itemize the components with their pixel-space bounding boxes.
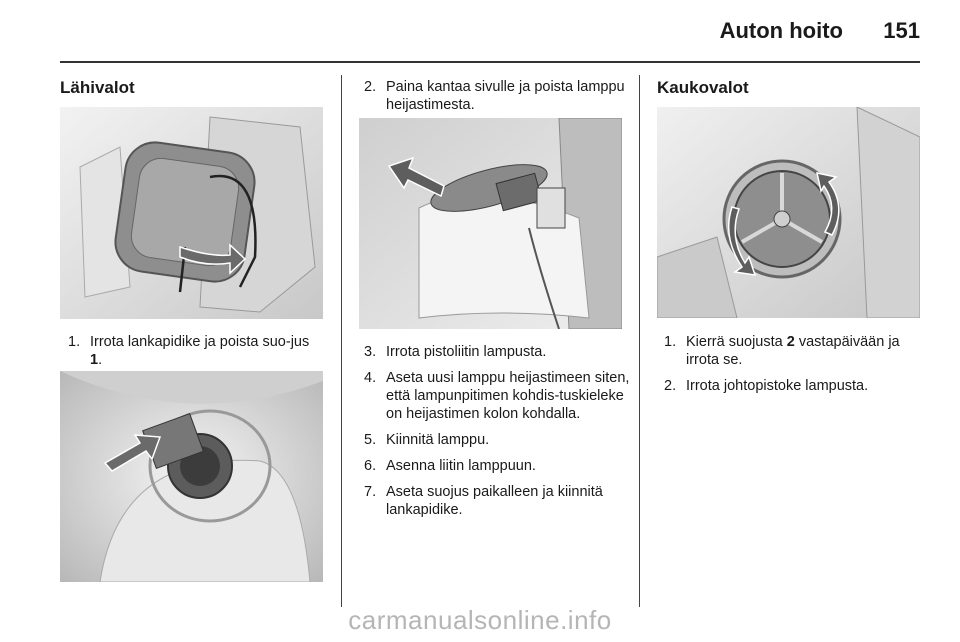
list-item	[364, 78, 626, 114]
column-divider-1	[341, 75, 342, 607]
step-text: Paina kantaa sivulle ja poista lamppu heijastimesta.	[386, 79, 625, 113]
step-text: Aseta uusi lamppu heijastimeen siten, että lampunpitimen kohdis-tuskieleke on heijastimen kolon kohdalla.	[386, 370, 630, 422]
step-text-end: vastapäivään ja irrota se.	[686, 334, 900, 368]
step-number: 6.	[364, 458, 377, 474]
step-text: Kiinnitä lamppu.	[386, 432, 490, 448]
page-header	[60, 0, 920, 62]
step-text: Asenna liitin lamppuun.	[386, 458, 536, 474]
step-number: 1.	[664, 334, 677, 350]
section-title-high-beam: Kaukovalot	[657, 78, 749, 97]
figure-remove-bulb	[359, 118, 622, 329]
step-text-end: .	[98, 352, 103, 368]
step-number: 2.	[364, 79, 377, 95]
list-item	[364, 369, 632, 423]
figure-low-beam-cover	[60, 107, 323, 319]
step-number: 4.	[364, 370, 377, 386]
high-beam-steps	[664, 333, 924, 403]
step-callout-number: 2	[786, 334, 795, 350]
list-item	[664, 333, 924, 369]
step-callout-number: 1	[90, 352, 99, 368]
header-title: Auton hoito	[719, 18, 843, 43]
header-divider	[60, 61, 920, 63]
list-item	[364, 343, 632, 361]
list-item	[364, 431, 632, 449]
section-title-low-beam: Lähivalot	[60, 78, 135, 97]
step-number: 2.	[664, 378, 677, 394]
list-item	[68, 333, 323, 369]
list-item	[364, 457, 632, 475]
list-item	[364, 483, 632, 519]
step-2-list	[364, 78, 626, 122]
step-text: Kierrä suojusta	[686, 334, 787, 350]
list-item	[664, 377, 924, 395]
step-text: Irrota johtopistoke lampusta.	[686, 378, 869, 394]
step-number: 1.	[68, 334, 81, 350]
middle-steps	[364, 343, 632, 527]
step-number: 3.	[364, 344, 377, 360]
watermark: carmanualsonline.info	[348, 605, 612, 635]
figure-high-beam-cover	[657, 107, 920, 318]
figure-low-beam-connector	[60, 371, 323, 582]
step-text: Aseta suojus paikalleen ja kiinnitä lankapidike.	[386, 484, 603, 518]
page-number: 151	[883, 18, 920, 43]
column-divider-2	[639, 75, 640, 607]
step-number: 7.	[364, 484, 377, 500]
step-number: 5.	[364, 432, 377, 448]
step-text: Irrota lankapidike ja poista suo-jus	[90, 334, 310, 350]
step-text: Irrota pistoliitin lampusta.	[386, 344, 547, 360]
